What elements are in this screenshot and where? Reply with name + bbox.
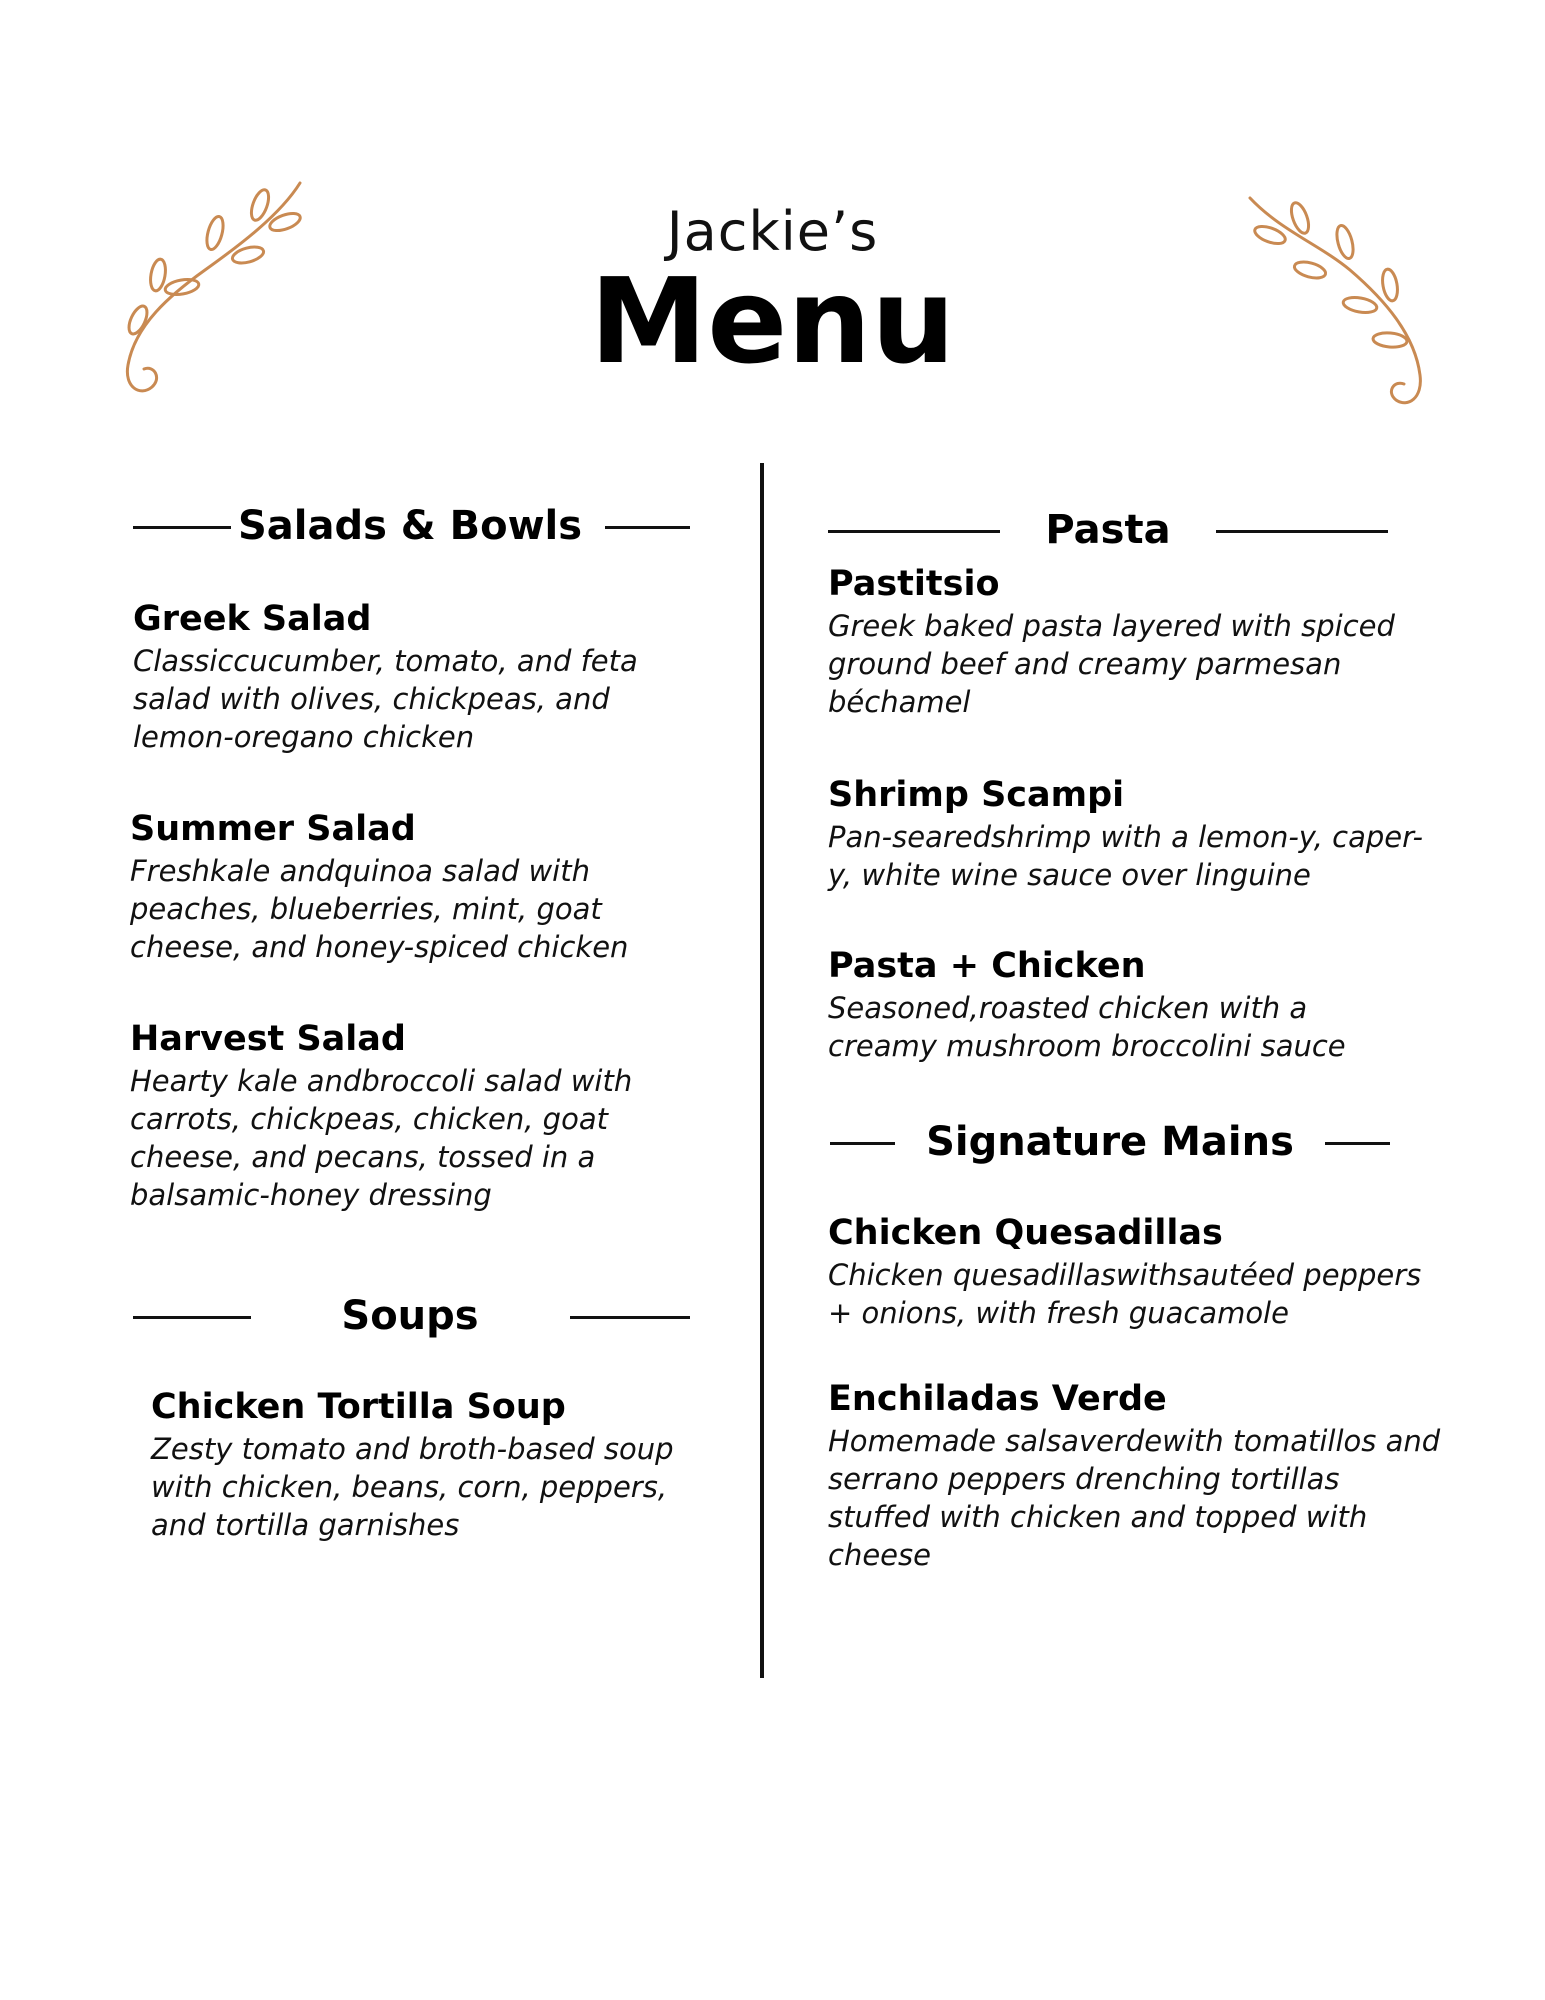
menu-item-chicken-tortilla-soup	[151, 1386, 691, 1544]
item-description: Hearty kale andbroccoli salad with carrots, chickpeas, chicken, goat cheese, and pecans, tossed in a balsamic-honey dressing	[130, 1064, 633, 1212]
item-name: Pastitsio	[828, 564, 1000, 604]
section-title: Signature Mains	[926, 1119, 1294, 1165]
section-title: Salads & Bowls	[237, 503, 583, 549]
item-name: Chicken Tortilla Soup	[151, 1387, 566, 1427]
menu-item-harvest-salad	[130, 1018, 690, 1214]
heading-rule-right	[605, 526, 690, 529]
item-name: Greek Salad	[133, 599, 372, 639]
menu-item-enchiladas-verde	[828, 1378, 1448, 1574]
section-heading-salads	[130, 496, 690, 556]
heading-rule-right	[1216, 530, 1388, 533]
menu-item-summer-salad	[130, 808, 690, 966]
menu-item-shrimp-scampi	[828, 774, 1438, 894]
item-description: Greek baked pasta layered with spiced ground beef and creamy parmesan béchamel	[828, 609, 1395, 719]
item-description: Seasoned,roasted chicken with a creamy mushroom broccolini sauce	[828, 991, 1346, 1063]
column-divider	[760, 463, 764, 1678]
menu-item-greek-salad	[133, 598, 693, 756]
item-name: Shrimp Scampi	[828, 775, 1125, 815]
item-description: Chicken quesadillaswithsautéed peppers + onions, with fresh guacamole	[828, 1258, 1422, 1330]
page-title: Menu	[589, 252, 956, 390]
item-description: Freshkale andquinoa salad with peaches, blueberries, mint, goat cheese, and honey-spiced chicken	[130, 854, 629, 964]
item-name: Harvest Salad	[130, 1019, 406, 1059]
section-heading-soups	[130, 1286, 690, 1346]
item-description: Pan-searedshrimp with a lemon-y, caper-y, white wine sauce over linguine	[828, 820, 1423, 892]
heading-rule-right	[1325, 1142, 1390, 1145]
section-heading-pasta	[828, 500, 1388, 560]
item-description: Classiccucumber, tomato, and feta salad with olives, chickpeas, and lemon-oregano chicken	[133, 644, 638, 754]
item-name: Pasta + Chicken	[828, 946, 1146, 986]
heading-rule-right	[570, 1316, 690, 1319]
item-description: Zesty tomato and broth-based soup with chicken, beans, corn, peppers, and tortilla garnishes	[151, 1432, 674, 1542]
menu-item-pasta-chicken	[828, 945, 1418, 1065]
item-description: Homemade salsaverdewith tomatillos and serrano peppers drenching tortillas stuffed with chicken and topped with cheese	[828, 1424, 1441, 1572]
menu-item-pastitsio	[828, 563, 1428, 721]
menu-item-chicken-quesadillas	[828, 1212, 1448, 1332]
item-name: Enchiladas Verde	[828, 1379, 1167, 1419]
item-name: Chicken Quesadillas	[828, 1213, 1223, 1253]
section-title: Soups	[341, 1293, 479, 1339]
section-heading-mains	[830, 1112, 1390, 1172]
section-title: Pasta	[1045, 507, 1171, 553]
item-name: Summer Salad	[130, 809, 416, 849]
restaurant-name: Jackie’s	[666, 200, 879, 263]
